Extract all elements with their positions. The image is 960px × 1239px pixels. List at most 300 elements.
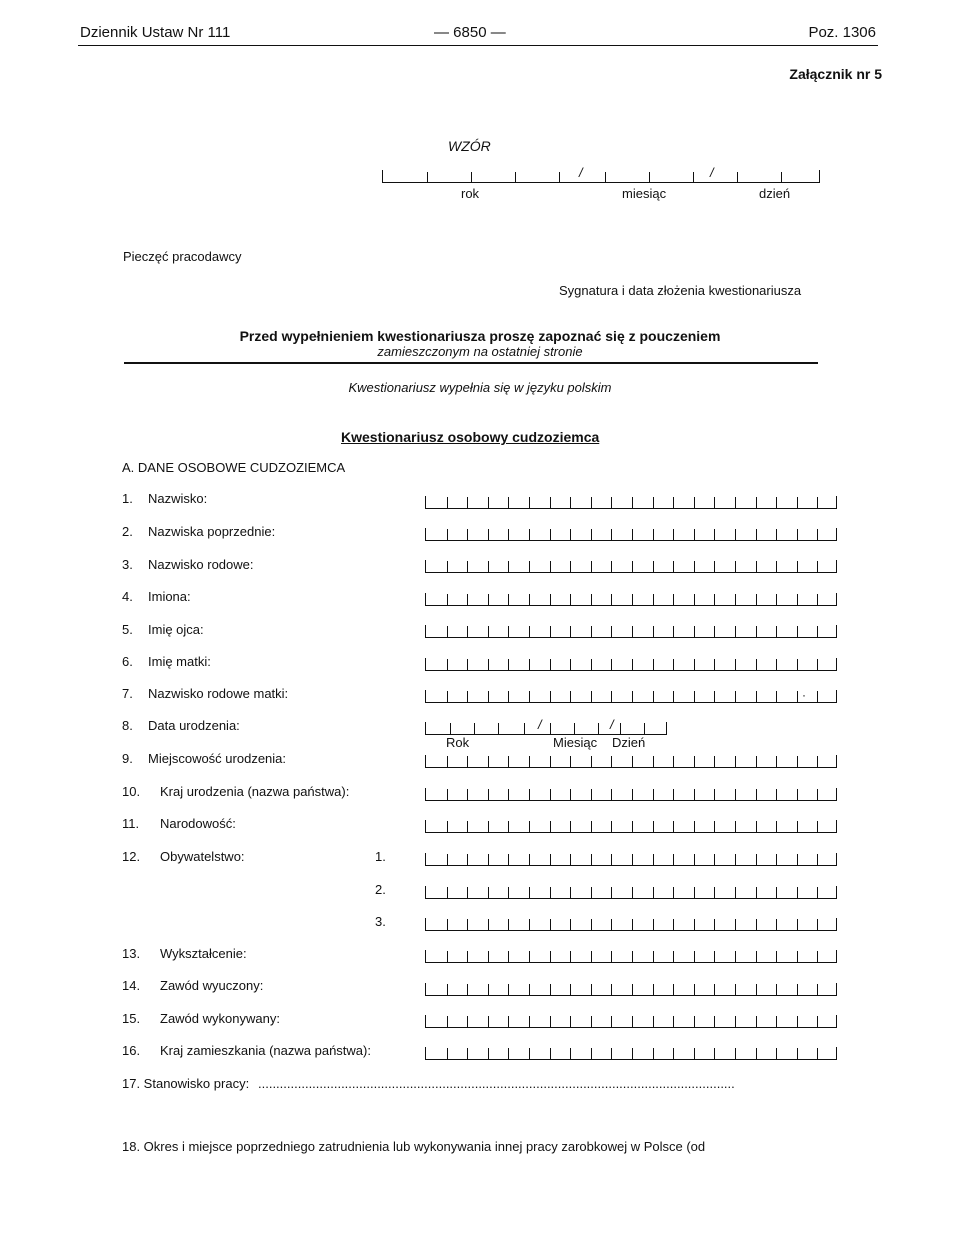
- tick: [611, 497, 612, 508]
- tick: [570, 659, 571, 670]
- tick: [570, 529, 571, 540]
- tick: [797, 887, 798, 898]
- tick: [529, 529, 530, 540]
- tick: [570, 919, 571, 930]
- tick: [550, 887, 551, 898]
- tick: [447, 626, 448, 637]
- tick: [776, 497, 777, 508]
- tick: [632, 789, 633, 800]
- tick: [529, 854, 530, 865]
- tick: [756, 659, 757, 670]
- tick: [694, 529, 695, 540]
- tick: [653, 497, 654, 508]
- tick: [529, 594, 530, 605]
- tick: [673, 561, 674, 572]
- employer-stamp-label: Pieczęć pracodawcy: [123, 249, 242, 264]
- day-label: dzień: [759, 186, 791, 201]
- tick: [447, 561, 448, 572]
- tick: [447, 529, 448, 540]
- month-label: miesiąc: [622, 186, 667, 201]
- family-name-field[interactable]: [425, 560, 837, 573]
- tick: [714, 919, 715, 930]
- tick: [797, 821, 798, 832]
- tick: [447, 854, 448, 865]
- tick: [714, 497, 715, 508]
- tick: [550, 723, 551, 734]
- tick: [776, 691, 777, 702]
- tick: [632, 497, 633, 508]
- tick: [591, 1048, 592, 1059]
- tick: [570, 984, 571, 995]
- tick: [529, 659, 530, 670]
- tick: [653, 691, 654, 702]
- tick: [611, 951, 612, 962]
- tick: [498, 723, 499, 734]
- tick: [570, 887, 571, 898]
- tick: [756, 1016, 757, 1027]
- tick: [570, 594, 571, 605]
- tick: [735, 561, 736, 572]
- tick: [653, 919, 654, 930]
- tick: [653, 951, 654, 962]
- tick: [776, 659, 777, 670]
- submission-date-field[interactable]: [382, 165, 820, 183]
- tick: [776, 594, 777, 605]
- tick: [817, 1048, 818, 1059]
- tick: [570, 756, 571, 767]
- tick: [467, 529, 468, 540]
- tick: [611, 659, 612, 670]
- birth-day-label: Dzień: [612, 735, 646, 750]
- tick: [529, 497, 530, 508]
- tick: [508, 821, 509, 832]
- tick: [529, 951, 530, 962]
- tick: [447, 821, 448, 832]
- tick: [781, 172, 782, 182]
- tick: [797, 984, 798, 995]
- tick: [694, 854, 695, 865]
- tick: [653, 1016, 654, 1027]
- tick: [714, 951, 715, 962]
- tick: [735, 919, 736, 930]
- tick: [817, 561, 818, 572]
- tick: [508, 887, 509, 898]
- tick: [550, 561, 551, 572]
- header-divider: [78, 45, 878, 46]
- tick: [591, 691, 592, 702]
- tick: [529, 1048, 530, 1059]
- tick: [694, 951, 695, 962]
- tick: [776, 1048, 777, 1059]
- tick: [694, 821, 695, 832]
- tick: [756, 919, 757, 930]
- tick: [529, 789, 530, 800]
- tick: [756, 497, 757, 508]
- tick: [653, 854, 654, 865]
- tick: [508, 854, 509, 865]
- tick: [632, 529, 633, 540]
- tick: [570, 497, 571, 508]
- tick: [797, 951, 798, 962]
- practiced-profession-field[interactable]: [425, 1015, 837, 1028]
- tick: [653, 561, 654, 572]
- tick: [653, 1048, 654, 1059]
- tick: [620, 723, 621, 734]
- tick: [735, 626, 736, 637]
- tick: [488, 497, 489, 508]
- learned-profession-field[interactable]: [425, 983, 837, 996]
- tick: [471, 172, 472, 182]
- tick: [488, 594, 489, 605]
- citizenship-2-field[interactable]: [425, 886, 837, 899]
- tick: [529, 821, 530, 832]
- birth-country-field[interactable]: [425, 788, 837, 801]
- tick: [653, 626, 654, 637]
- tick: [447, 984, 448, 995]
- tick: [529, 691, 530, 702]
- tick: [735, 691, 736, 702]
- tick: [776, 887, 777, 898]
- tick: [694, 756, 695, 767]
- tick: [797, 691, 798, 702]
- tick: [488, 756, 489, 767]
- tick: [714, 626, 715, 637]
- tick: [776, 821, 777, 832]
- tick: [488, 561, 489, 572]
- tick: [653, 984, 654, 995]
- tick: [570, 951, 571, 962]
- tick: [529, 919, 530, 930]
- tick: [591, 594, 592, 605]
- tick: [467, 951, 468, 962]
- tick: [467, 561, 468, 572]
- tick: [694, 919, 695, 930]
- tick: [673, 594, 674, 605]
- tick: [673, 984, 674, 995]
- tick: [529, 561, 530, 572]
- tick: [756, 594, 757, 605]
- tick: [467, 594, 468, 605]
- tick: [756, 561, 757, 572]
- tick: [550, 789, 551, 800]
- tick: [605, 172, 606, 182]
- tick: [694, 497, 695, 508]
- tick: [611, 594, 612, 605]
- tick: [508, 984, 509, 995]
- father-name-field[interactable]: [425, 625, 837, 638]
- date-separator: /: [710, 165, 714, 180]
- tick: [467, 497, 468, 508]
- tick: [694, 1016, 695, 1027]
- tick: [653, 756, 654, 767]
- birth-month-label: Miesiąc: [553, 735, 598, 750]
- tick: [797, 756, 798, 767]
- tick: [591, 919, 592, 930]
- tick: [467, 626, 468, 637]
- tick: [694, 691, 695, 702]
- tick: [427, 172, 428, 182]
- tick: [570, 789, 571, 800]
- tick: [508, 1048, 509, 1059]
- tick: [817, 497, 818, 508]
- tick: [611, 854, 612, 865]
- tick: [447, 659, 448, 670]
- tick: [611, 789, 612, 800]
- tick: [467, 887, 468, 898]
- tick: [515, 172, 516, 182]
- citizenship-2-num: 2.: [375, 882, 386, 897]
- tick: [673, 497, 674, 508]
- tick: [756, 887, 757, 898]
- tick: [611, 919, 612, 930]
- tick: [591, 789, 592, 800]
- tick: [632, 1048, 633, 1059]
- tick: [550, 984, 551, 995]
- tick: [673, 789, 674, 800]
- tick: [735, 756, 736, 767]
- birth-place-field[interactable]: [425, 755, 837, 768]
- tick: [776, 626, 777, 637]
- tick: [508, 789, 509, 800]
- tick: [591, 626, 592, 637]
- signature-date-label: Sygnatura i data złożenia kwestionariusza: [559, 283, 802, 298]
- tick: [488, 951, 489, 962]
- tick: [694, 984, 695, 995]
- tick: [817, 594, 818, 605]
- section-a-heading: A. DANE OSOBOWE CUDZOZIEMCA: [122, 460, 346, 475]
- tick: [550, 821, 551, 832]
- tick: [570, 626, 571, 637]
- annex-label: Załącznik nr 5: [789, 66, 882, 82]
- tick: [611, 821, 612, 832]
- tick: [467, 789, 468, 800]
- tick: [632, 594, 633, 605]
- tick: [632, 659, 633, 670]
- mother-family-name-field[interactable]: [425, 690, 837, 703]
- tick: [735, 529, 736, 540]
- tick: [653, 594, 654, 605]
- tick: [817, 821, 818, 832]
- tick: [653, 789, 654, 800]
- tick: [714, 756, 715, 767]
- job-position-dots[interactable]: ....................................................................................................................................: [258, 1076, 735, 1091]
- citizenship-3-field[interactable]: [425, 918, 837, 931]
- tick: [611, 887, 612, 898]
- tick: [632, 626, 633, 637]
- tick: [714, 984, 715, 995]
- tick: [653, 821, 654, 832]
- tick: [735, 789, 736, 800]
- tick: [693, 172, 694, 182]
- tick: [611, 561, 612, 572]
- position-number: Poz. 1306: [808, 24, 876, 41]
- tick: [632, 561, 633, 572]
- tick: [694, 887, 695, 898]
- tick: [735, 951, 736, 962]
- tick: [735, 854, 736, 865]
- citizenship-3-num: 3.: [375, 914, 386, 929]
- tick: [756, 789, 757, 800]
- tick: [508, 951, 509, 962]
- tick: [467, 659, 468, 670]
- education-field[interactable]: [425, 950, 837, 963]
- tick: [591, 756, 592, 767]
- tick: [776, 561, 777, 572]
- tick: [632, 821, 633, 832]
- birth-year-label: Rok: [446, 735, 470, 750]
- previous-surnames-field[interactable]: [425, 528, 837, 541]
- page-number: — 6850 —: [434, 24, 506, 41]
- tick: [797, 854, 798, 865]
- tick: [550, 626, 551, 637]
- tick: [488, 789, 489, 800]
- tick: [570, 854, 571, 865]
- tick: [611, 691, 612, 702]
- tick: [817, 887, 818, 898]
- tick: [467, 854, 468, 865]
- tick: [447, 1016, 448, 1027]
- tick: [488, 691, 489, 702]
- citizenship-1-field[interactable]: [425, 853, 837, 866]
- tick: [653, 529, 654, 540]
- tick: [735, 497, 736, 508]
- tick: [508, 919, 509, 930]
- tick: [447, 887, 448, 898]
- tick: [735, 1048, 736, 1059]
- first-names-field[interactable]: [425, 593, 837, 606]
- field-7-dot: ·: [802, 688, 806, 702]
- tick: [524, 723, 525, 734]
- tick: [714, 821, 715, 832]
- residence-country-field[interactable]: [425, 1047, 837, 1060]
- tick: [797, 659, 798, 670]
- tick: [756, 756, 757, 767]
- tick: [508, 659, 509, 670]
- tick: [508, 594, 509, 605]
- tick: [591, 1016, 592, 1027]
- tick: [488, 919, 489, 930]
- tick: [529, 1016, 530, 1027]
- tick: [508, 1016, 509, 1027]
- tick: [570, 691, 571, 702]
- form-title: Kwestionariusz osobowy cudzoziemca: [341, 429, 600, 445]
- tick: [550, 691, 551, 702]
- tick: [488, 887, 489, 898]
- tick: [591, 821, 592, 832]
- tick: [673, 821, 674, 832]
- tick: [756, 951, 757, 962]
- mother-name-field[interactable]: [425, 658, 837, 671]
- previous-employment-label: 18. Okres i miejsce poprzedniego zatrudnienia lub wykonywania innej pracy zarobkowej w Polsce (od: [122, 1139, 706, 1154]
- tick: [570, 1048, 571, 1059]
- job-position-label: 17. Stanowisko pracy:: [122, 1076, 250, 1091]
- tick: [508, 691, 509, 702]
- tick: [735, 821, 736, 832]
- tick: [776, 951, 777, 962]
- tick: [817, 919, 818, 930]
- tick: [550, 951, 551, 962]
- tick: [714, 561, 715, 572]
- tick: [467, 919, 468, 930]
- tick: [797, 919, 798, 930]
- tick: [447, 756, 448, 767]
- tick: [756, 529, 757, 540]
- tick: [598, 723, 599, 734]
- tick: [488, 529, 489, 540]
- tick: [735, 594, 736, 605]
- tick: [735, 887, 736, 898]
- tick: [714, 529, 715, 540]
- tick: [735, 659, 736, 670]
- birth-date-separator: /: [610, 717, 614, 732]
- tick: [632, 984, 633, 995]
- tick: [817, 756, 818, 767]
- template-label: WZÓR: [448, 138, 491, 154]
- tick: [797, 497, 798, 508]
- tick: [508, 497, 509, 508]
- tick: [508, 561, 509, 572]
- tick: [570, 821, 571, 832]
- tick: [611, 984, 612, 995]
- tick: [591, 984, 592, 995]
- tick: [776, 984, 777, 995]
- tick: [447, 789, 448, 800]
- birth-date-field[interactable]: [425, 717, 667, 735]
- tick: [673, 854, 674, 865]
- tick: [550, 1016, 551, 1027]
- tick: [644, 723, 645, 734]
- tick: [653, 887, 654, 898]
- tick: [447, 497, 448, 508]
- tick: [550, 854, 551, 865]
- tick: [488, 821, 489, 832]
- tick: [714, 854, 715, 865]
- tick: [756, 821, 757, 832]
- tick: [488, 659, 489, 670]
- tick: [488, 1048, 489, 1059]
- notice-divider: [124, 362, 818, 364]
- tick: [817, 691, 818, 702]
- nationality-field[interactable]: [425, 820, 837, 833]
- tick: [817, 529, 818, 540]
- tick: [649, 172, 650, 182]
- tick: [508, 626, 509, 637]
- tick: [714, 594, 715, 605]
- tick: [673, 659, 674, 670]
- tick: [447, 594, 448, 605]
- tick: [467, 1016, 468, 1027]
- tick: [797, 594, 798, 605]
- tick: [550, 919, 551, 930]
- tick: [570, 1016, 571, 1027]
- date-separator: /: [579, 165, 583, 180]
- tick: [488, 1016, 489, 1027]
- year-label: rok: [461, 186, 480, 201]
- tick: [714, 659, 715, 670]
- tick: [611, 626, 612, 637]
- tick: [653, 659, 654, 670]
- surname-field[interactable]: [425, 496, 837, 509]
- tick: [817, 951, 818, 962]
- tick: [611, 529, 612, 540]
- tick: [550, 1048, 551, 1059]
- tick: [488, 626, 489, 637]
- tick: [817, 984, 818, 995]
- notice-bold: Przed wypełnieniem kwestionariusza proszę zapoznać się z pouczeniem: [239, 328, 721, 344]
- tick: [632, 951, 633, 962]
- tick: [474, 723, 475, 734]
- tick: [467, 984, 468, 995]
